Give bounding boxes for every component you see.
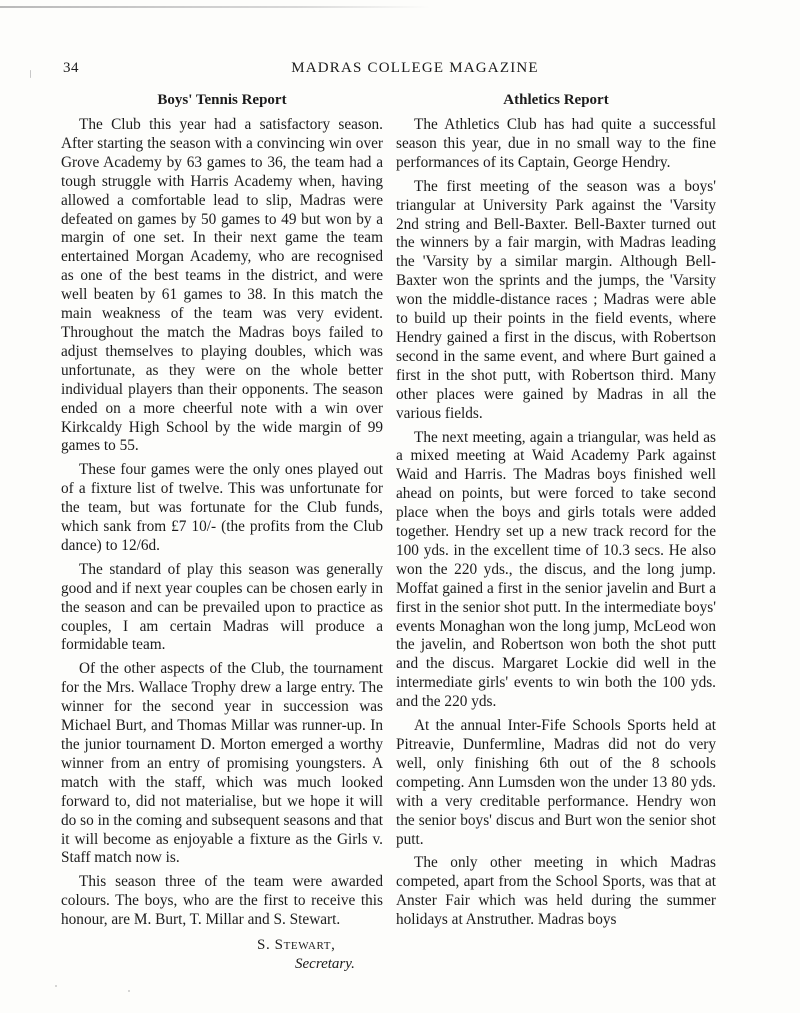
- running-head: MADRAS COLLEGE MAGAZINE: [291, 60, 539, 76]
- page-number: 34: [63, 60, 79, 76]
- signature-role: Secretary.: [295, 956, 355, 973]
- tennis-paragraph: Of the other aspects of the Club, the tournament for the Mrs. Wallace Trophy drew a large entry. The winner for the second year in succession was Michael Burt, and Thomas Millar was runner-up. In the junior tournament D. Morton emerged a worthy winner from an entry of promising youngsters. A match with the staff, which was much looked forward to, did not materialise, but we hope it will do so in the coming and subsequent seasons and that it will become as enjoyable a fixture as the Girls v. Staff match now is.: [61, 660, 383, 867]
- athletics-paragraph: The only other meeting in which Madras competed, apart from the School Sports, was that at Anster Fair which was held during the summer holidays at Anstruther. Madras boys: [396, 854, 716, 929]
- athletics-report-column: [396, 92, 716, 935]
- athletics-paragraph: The Athletics Club has had quite a successful season this year, due in no small way to the fine performances of its Captain, George Hendry.: [396, 116, 716, 171]
- signature-name: S. Stewart,: [257, 937, 336, 954]
- tennis-paragraph: This season three of the team were awarded colours. The boys, who are the first to receive this honour, are M. Burt, T. Millar and S. Stewart.: [61, 873, 383, 929]
- scan-edge-rule: [0, 6, 430, 8]
- athletics-paragraph: The next meeting, again a triangular, was held as a mixed meeting at Waid Academy Park against Waid and Harris. The Madras boys finished well ahead on points, but were forced to take second place when the boys and girls totals were added together. Hendry set up a new track record for the 100 yds. in the excellent time of 10.3 secs. He also won the 220 yds., the discus, and the long jump. Moffat gained a first in the senior javelin and Burt a first in the senior shot putt. In the intermediate boys' events Monaghan won the long jump, McLeod won the javelin, and Robertson won both the shot putt and the discus. Margaret Lockie did well in the intermediate girls' events to win both the 100 yds. and the 220 yds.: [396, 428, 716, 711]
- signature-block: [61, 936, 383, 974]
- tennis-paragraph: The standard of play this season was generally good and if next year couples can be chosen early in the season and can be prevailed upon to practice as couples, I am certain Madras will produce a formidable team.: [61, 560, 383, 654]
- paper-speck: [128, 990, 130, 992]
- tennis-report-title: Boys' Tennis Report: [157, 92, 287, 108]
- tennis-paragraph: The Club this year had a satisfactory season. After starting the season with a convincing win over Grove Academy by 63 games to 36, the team had a tough struggle with Harris Academy when, having allowed a comfortable lead to slip, Madras were defeated on games by 50 games to 49 but won by a margin of one set. In their next game the team entertained Morgan Academy, who are recognised as one of the best teams in the district, and were well beaten by 61 games to 38. In this match the main weakness of the team was very evident. Throughout the match the Madras boys failed to adjust themselves to playing doubles, which was unfortunate, as they were on the whole better individual players than their opponents. The season ended on a more cheerful note with a win over Kirkcaldy High School by the wide margin of 99 games to 55.: [61, 116, 383, 455]
- paper-speck: [55, 985, 57, 987]
- athletics-paragraph: At the annual Inter-Fife Schools Sports held at Pitreavie, Dunfermline, Madras did not do very well, only finishing 6th out of the 8 schools competing. Ann Lumsden won the under 13 80 yds. with a very creditable performance. Hendry won the senior boys' discus and Burt won the senior shot putt.: [396, 717, 716, 848]
- athletics-report-title: Athletics Report: [503, 92, 609, 108]
- tennis-report-column: [61, 92, 383, 974]
- tennis-paragraph: These four games were the only ones played out of a fixture list of twelve. This was unfortunate for the team, but was fortunate for the Club funds, which sank from £7 10/- (the profits from the Club dance) to 12/6d.: [61, 461, 383, 554]
- athletics-paragraph: The first meeting of the season was a boys' triangular at University Park against the 'Varsity 2nd string and Bell-Baxter. Bell-Baxter turned out the winners by a fair margin, with Madras leading the 'Varsity by a similar margin. Although Bell-Baxter won the sprints and the jumps, the 'Varsity won the middle-distance races ; Madras were able to build up their points in the field events, where Hendry gained a first in the discus, with Robertson second in the same event, and where Burt gained a first in the shot putt, with Robertson third. Many other places were gained by Madras in all the various fields.: [396, 177, 716, 422]
- paper-speck: [30, 70, 31, 78]
